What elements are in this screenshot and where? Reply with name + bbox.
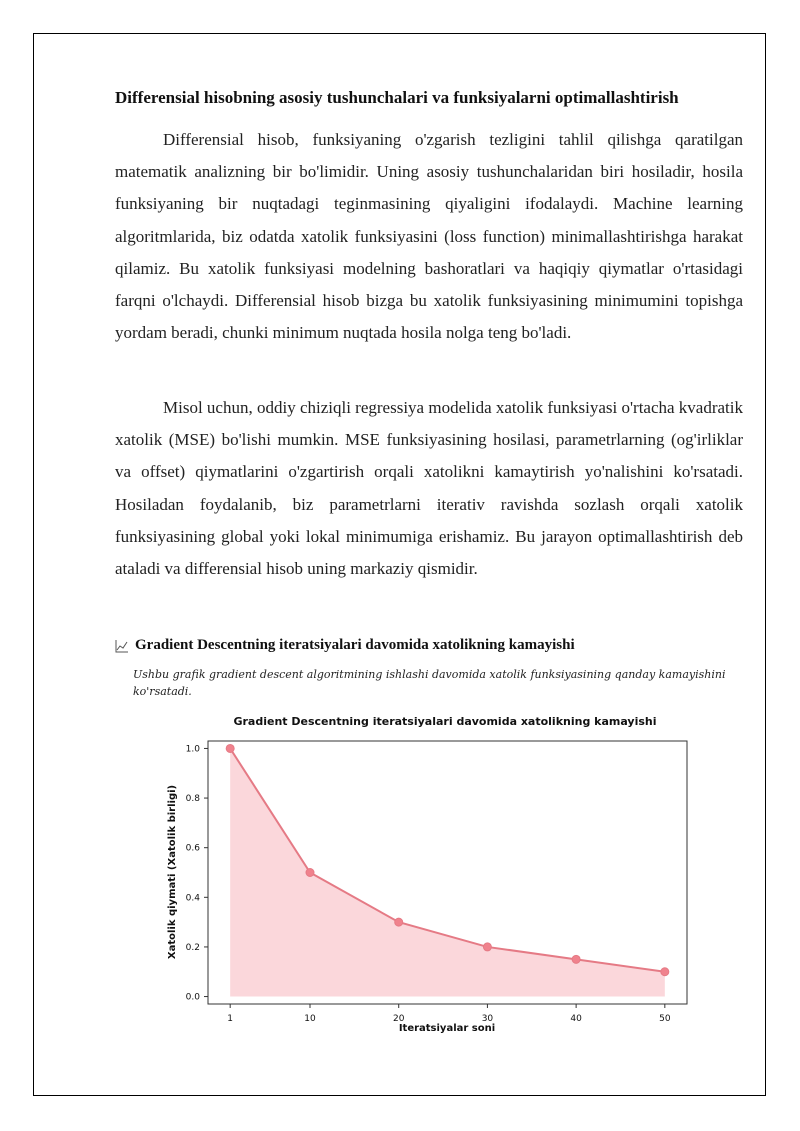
y-tick-label: 0.0	[185, 992, 200, 1003]
x-tick-label: 1	[227, 1014, 234, 1024]
document-body	[115, 84, 743, 698]
document-title: Differensial hisobning asosiy tushunchalari va funksiyalarni optimallashtirish	[115, 88, 679, 107]
y-axis-label: Xatolik qiymati (Xatolik birligi)	[167, 784, 178, 960]
y-tick-label: 0.6	[185, 843, 200, 854]
x-tick-label: 50	[659, 1014, 671, 1024]
chart-line-icon	[115, 639, 129, 653]
paragraph-2: Misol uchun, oddiy chiziqli regressiya modelida xatolik funksiyasi o'rtacha kvadratik xatolik (MSE) bo'lishi mumkin. MSE funksiyasining hosilasi, parametrlarning (og'irliklar va offset) qiymatlarini o'zgartirish orqali xatolikni kamaytirish yo'nalishini ko'rsatadi. Hosiladan foydalanib, biz parametrlarni iterativ ravishda sozlash orqali xatolik funksiyasining global yoki lokal minimumiga erishamiz. Bu jarayon optimallashtirish deb ataladi va differensial hisob uning markaziy qismidir.	[115, 398, 743, 579]
y-tick-label: 0.2	[185, 942, 200, 953]
data-point-20	[395, 918, 403, 926]
paragraph-1: Differensial hisob, funksiyaning o'zgarish tezligini tahlil qilishga qaratilgan matematik analizning bir bo'limidir. Uning asosiy tushunchalaridan biri hosiladir, hosila funksiyaning bir nuqtadagi teginmasining qiyaligini ifodalaydi. Machine learning algoritmlarida, biz odatda xatolik funksiyasini (loss function) minimallashtirishga harakat qilamiz. Bu xatolik funksiyasi modelning bashoratlari va haqiqiy qiymatlar o'rtasidagi farqni o'lchaydi. Differensial hisob bizga bu xatolik funksiyasining minimumini topishga yordam beradi, chunki minimum nuqtada hosila nolga teng bo'ladi.	[115, 130, 743, 343]
data-point-10	[306, 869, 314, 877]
y-tick-label: 0.8	[185, 794, 200, 805]
data-point-40	[572, 955, 580, 963]
x-axis-label: Iteratsiyalar soni	[398, 1023, 496, 1034]
x-tick-label: 40	[570, 1014, 582, 1024]
data-point-50	[661, 968, 669, 976]
y-tick-label: 0.4	[185, 893, 200, 904]
chart-title: Gradient Descentning iteratsiyalari davomida xatolikning kamayishi	[233, 715, 657, 728]
figure-heading	[115, 637, 575, 654]
x-tick-label: 20	[392, 1014, 405, 1024]
x-tick-label: 30	[481, 1014, 494, 1024]
y-tick-label: 1.0	[185, 744, 200, 755]
x-tick-label: 10	[304, 1014, 316, 1024]
loss-chart	[155, 705, 700, 1040]
figure-heading-text: Gradient Descentning iteratsiyalari davomida xatolikning kamayishi	[135, 637, 575, 653]
data-point-1	[226, 744, 234, 752]
data-point-30	[483, 943, 491, 951]
figure-caption: Ushbu grafik gradient descent algoritmining ishlashi davomida xatolik funksiyasining qanday kamayishini ko'rsatadi.	[133, 668, 726, 698]
